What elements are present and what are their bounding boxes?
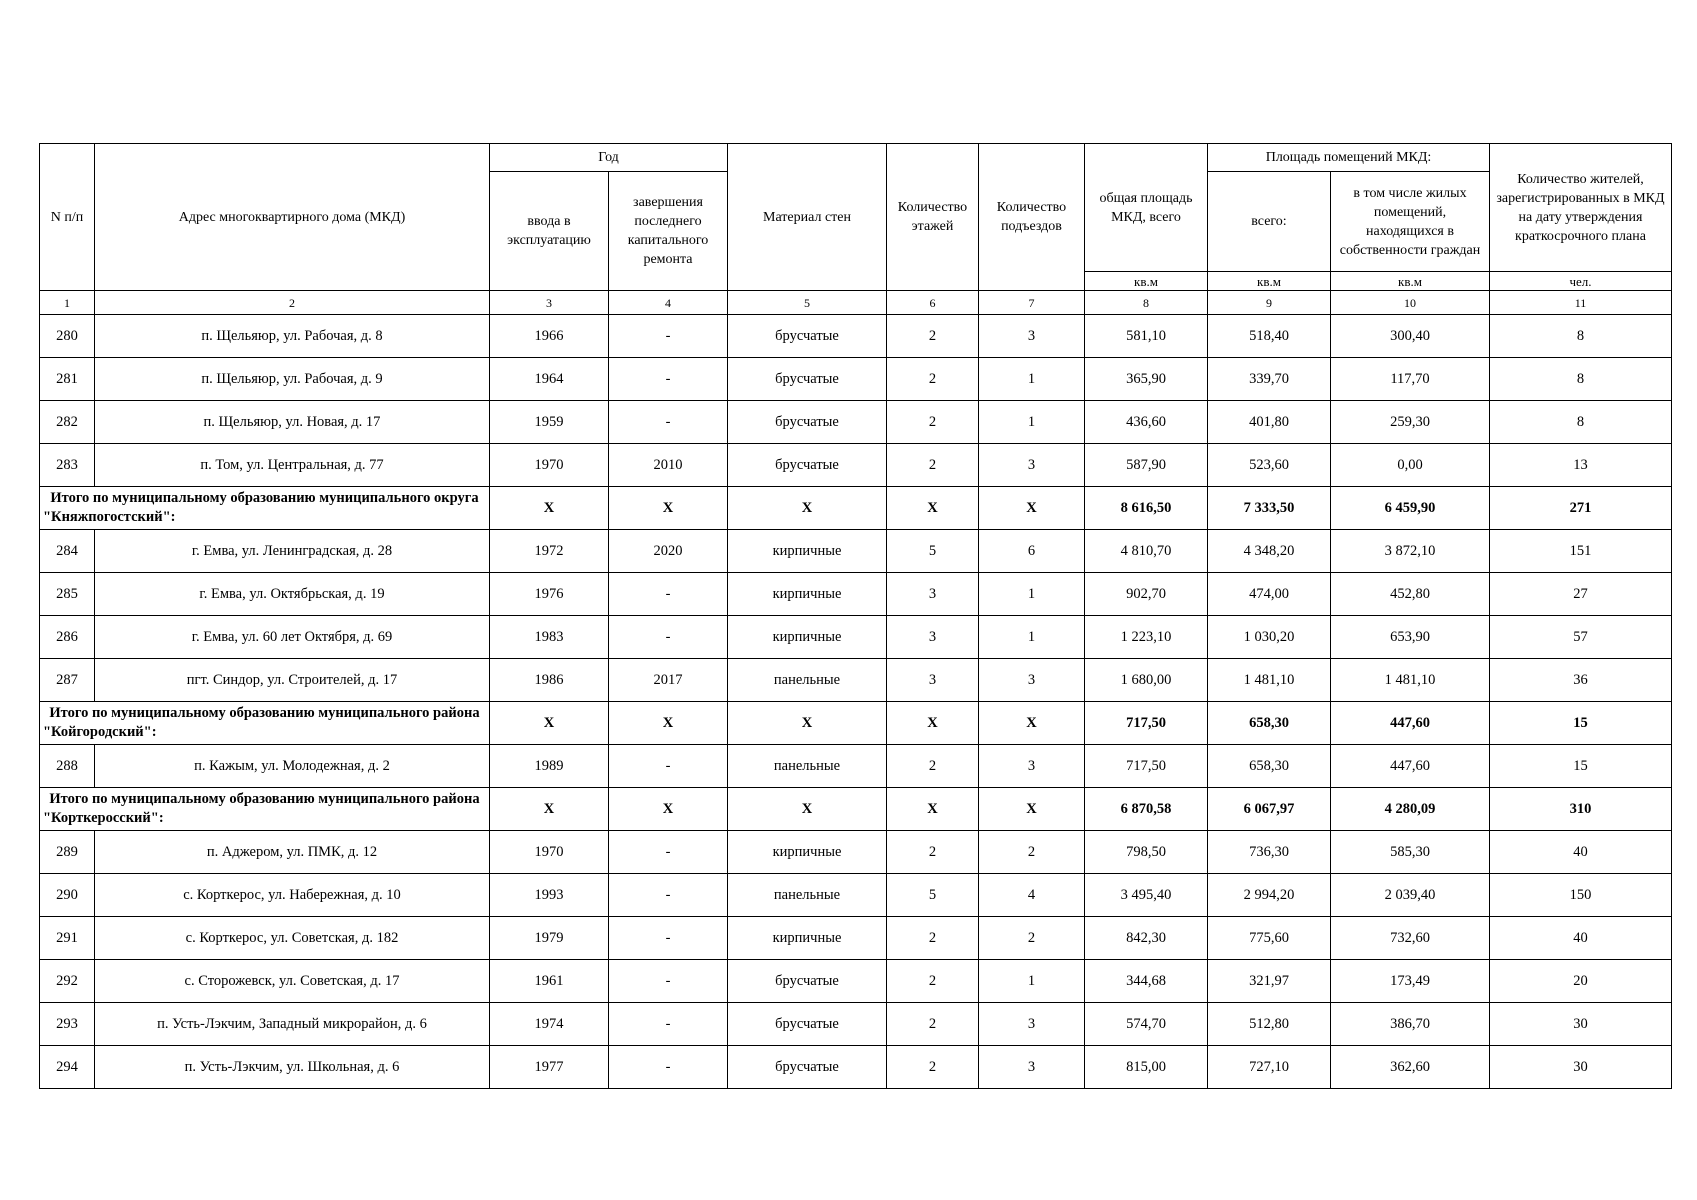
entrances-cell: 1: [979, 401, 1085, 444]
wall-material-cell: кирпичные: [728, 917, 887, 960]
year-commission-cell: X: [490, 487, 609, 530]
area-all-cell: 775,60: [1208, 917, 1331, 960]
area-all-cell: 523,60: [1208, 444, 1331, 487]
row-number-cell: 293: [40, 1003, 95, 1046]
area-all-cell: 4 348,20: [1208, 530, 1331, 573]
wall-material-cell: кирпичные: [728, 530, 887, 573]
total-area-cell: 6 870,58: [1085, 788, 1208, 831]
entrances-cell: 1: [979, 960, 1085, 1003]
wall-material-cell: брусчатые: [728, 1003, 887, 1046]
wall-material-cell: брусчатые: [728, 401, 887, 444]
residents-cell: 8: [1490, 358, 1672, 401]
wall-material-cell: кирпичные: [728, 831, 887, 874]
floors-cell: 2: [887, 831, 979, 874]
year-repair-cell: -: [609, 358, 728, 401]
area-all-cell: 512,80: [1208, 1003, 1331, 1046]
floors-cell: 3: [887, 573, 979, 616]
residents-cell: 20: [1490, 960, 1672, 1003]
row-number-cell: 280: [40, 315, 95, 358]
floors-cell: X: [887, 702, 979, 745]
col-header-floors: Количество этажей: [887, 144, 979, 291]
column-number: 9: [1208, 291, 1331, 315]
unit-area-all: кв.м: [1208, 272, 1331, 291]
row-number-cell: 289: [40, 831, 95, 874]
total-area-cell: 815,00: [1085, 1046, 1208, 1089]
table-row: [40, 401, 1672, 444]
wall-material-cell: брусчатые: [728, 960, 887, 1003]
total-area-cell: 3 495,40: [1085, 874, 1208, 917]
header-row-1: [40, 144, 1672, 172]
unit-area-citizens: кв.м: [1331, 272, 1490, 291]
year-commission-cell: 1964: [490, 358, 609, 401]
year-commission-cell: X: [490, 702, 609, 745]
column-number: 7: [979, 291, 1085, 315]
column-number: 5: [728, 291, 887, 315]
area-all-cell: 727,10: [1208, 1046, 1331, 1089]
wall-material-cell: панельные: [728, 874, 887, 917]
floors-cell: 5: [887, 874, 979, 917]
year-repair-cell: -: [609, 315, 728, 358]
total-area-cell: 1 223,10: [1085, 616, 1208, 659]
row-number-cell: 288: [40, 745, 95, 788]
residents-cell: 36: [1490, 659, 1672, 702]
column-number: 2: [95, 291, 490, 315]
area-all-cell: 401,80: [1208, 401, 1331, 444]
row-number-cell: 283: [40, 444, 95, 487]
area-all-cell: 658,30: [1208, 702, 1331, 745]
col-header-area-all: всего:: [1208, 172, 1331, 272]
year-repair-cell: -: [609, 960, 728, 1003]
table-row: [40, 444, 1672, 487]
entrances-cell: 4: [979, 874, 1085, 917]
table-row: [40, 960, 1672, 1003]
residents-cell: 57: [1490, 616, 1672, 659]
area-all-cell: 7 333,50: [1208, 487, 1331, 530]
entrances-cell: 1: [979, 573, 1085, 616]
area-all-cell: 339,70: [1208, 358, 1331, 401]
total-area-cell: 902,70: [1085, 573, 1208, 616]
address-cell: с. Сторожевск, ул. Советская, д. 17: [95, 960, 490, 1003]
year-commission-cell: 1977: [490, 1046, 609, 1089]
address-cell: г. Емва, ул. 60 лет Октября, д. 69: [95, 616, 490, 659]
address-cell: п. Усть-Лэкчим, ул. Школьная, д. 6: [95, 1046, 490, 1089]
floors-cell: 2: [887, 745, 979, 788]
year-commission-cell: 1993: [490, 874, 609, 917]
address-cell: с. Корткерос, ул. Набережная, д. 10: [95, 874, 490, 917]
col-header-wall-material: Материал стен: [728, 144, 887, 291]
residents-cell: 8: [1490, 315, 1672, 358]
area-all-cell: 1 481,10: [1208, 659, 1331, 702]
floors-cell: 5: [887, 530, 979, 573]
floors-cell: 2: [887, 358, 979, 401]
year-commission-cell: 1972: [490, 530, 609, 573]
floors-cell: X: [887, 487, 979, 530]
year-repair-cell: X: [609, 702, 728, 745]
area-citizens-cell: 6 459,90: [1331, 487, 1490, 530]
floors-cell: 3: [887, 659, 979, 702]
row-number-cell: 286: [40, 616, 95, 659]
year-repair-cell: X: [609, 487, 728, 530]
year-repair-cell: 2017: [609, 659, 728, 702]
entrances-cell: 3: [979, 315, 1085, 358]
wall-material-cell: X: [728, 788, 887, 831]
address-cell: г. Емва, ул. Ленинградская, д. 28: [95, 530, 490, 573]
year-repair-cell: -: [609, 874, 728, 917]
area-all-cell: 736,30: [1208, 831, 1331, 874]
address-cell: п. Усть-Лэкчим, Западный микрорайон, д. 6: [95, 1003, 490, 1046]
row-number-cell: 285: [40, 573, 95, 616]
area-citizens-cell: 452,80: [1331, 573, 1490, 616]
area-all-cell: 2 994,20: [1208, 874, 1331, 917]
col-header-entrances: Количество подъездов: [979, 144, 1085, 291]
table-row: [40, 917, 1672, 960]
year-commission-cell: 1974: [490, 1003, 609, 1046]
total-area-cell: 587,90: [1085, 444, 1208, 487]
col-header-residents: Количество жителей, зарегистрированных в МКД на дату утверждения краткосрочного плана: [1490, 144, 1672, 272]
area-citizens-cell: 447,60: [1331, 745, 1490, 788]
housing-register-table: [39, 143, 1672, 1089]
entrances-cell: 1: [979, 358, 1085, 401]
floors-cell: 2: [887, 960, 979, 1003]
entrances-cell: 2: [979, 917, 1085, 960]
residents-cell: 13: [1490, 444, 1672, 487]
address-cell: г. Емва, ул. Октябрьская, д. 19: [95, 573, 490, 616]
column-number: 4: [609, 291, 728, 315]
address-cell: пгт. Синдор, ул. Строителей, д. 17: [95, 659, 490, 702]
year-repair-cell: -: [609, 831, 728, 874]
entrances-cell: 6: [979, 530, 1085, 573]
table-row: [40, 745, 1672, 788]
row-number-cell: 282: [40, 401, 95, 444]
column-number: 1: [40, 291, 95, 315]
table-row: [40, 831, 1672, 874]
residents-cell: 150: [1490, 874, 1672, 917]
unit-total-area: кв.м: [1085, 272, 1208, 291]
col-header-number: N п/п: [40, 144, 95, 291]
year-repair-cell: -: [609, 573, 728, 616]
area-citizens-cell: 2 039,40: [1331, 874, 1490, 917]
residents-cell: 310: [1490, 788, 1672, 831]
entrances-cell: 3: [979, 745, 1085, 788]
year-repair-cell: -: [609, 1046, 728, 1089]
column-number: 11: [1490, 291, 1672, 315]
year-commission-cell: 1966: [490, 315, 609, 358]
residents-cell: 151: [1490, 530, 1672, 573]
table-row: [40, 530, 1672, 573]
col-group-year: Год: [490, 144, 728, 172]
wall-material-cell: брусчатые: [728, 1046, 887, 1089]
year-commission-cell: 1976: [490, 573, 609, 616]
total-area-cell: 842,30: [1085, 917, 1208, 960]
area-citizens-cell: 585,30: [1331, 831, 1490, 874]
total-area-cell: 574,70: [1085, 1003, 1208, 1046]
floors-cell: 2: [887, 917, 979, 960]
entrances-cell: X: [979, 788, 1085, 831]
total-area-cell: 717,50: [1085, 745, 1208, 788]
address-cell: п. Кажым, ул. Молодежная, д. 2: [95, 745, 490, 788]
table-row: [40, 573, 1672, 616]
total-area-cell: 798,50: [1085, 831, 1208, 874]
year-repair-cell: -: [609, 917, 728, 960]
total-area-cell: 365,90: [1085, 358, 1208, 401]
residents-cell: 40: [1490, 831, 1672, 874]
row-number-cell: 294: [40, 1046, 95, 1089]
table-row: [40, 874, 1672, 917]
row-number-cell: 292: [40, 960, 95, 1003]
year-commission-cell: 1983: [490, 616, 609, 659]
area-citizens-cell: 0,00: [1331, 444, 1490, 487]
residents-cell: 30: [1490, 1046, 1672, 1089]
area-all-cell: 321,97: [1208, 960, 1331, 1003]
col-group-premises-area: Площадь помещений МКД:: [1208, 144, 1490, 172]
entrances-cell: 3: [979, 444, 1085, 487]
year-repair-cell: -: [609, 401, 728, 444]
total-area-cell: 4 810,70: [1085, 530, 1208, 573]
area-all-cell: 658,30: [1208, 745, 1331, 788]
year-commission-cell: 1989: [490, 745, 609, 788]
subtotal-title-cell: Итого по муниципальному образованию муниципального района "Корткеросский":: [40, 788, 490, 831]
year-repair-cell: -: [609, 745, 728, 788]
wall-material-cell: панельные: [728, 659, 887, 702]
row-number-cell: 290: [40, 874, 95, 917]
col-header-year-repair: завершения последнего капитального ремонта: [609, 172, 728, 291]
area-citizens-cell: 117,70: [1331, 358, 1490, 401]
wall-material-cell: X: [728, 487, 887, 530]
area-citizens-cell: 653,90: [1331, 616, 1490, 659]
total-area-cell: 717,50: [1085, 702, 1208, 745]
year-commission-cell: 1970: [490, 831, 609, 874]
entrances-cell: X: [979, 487, 1085, 530]
row-number-cell: 284: [40, 530, 95, 573]
residents-cell: 27: [1490, 573, 1672, 616]
address-cell: п. Том, ул. Центральная, д. 77: [95, 444, 490, 487]
floors-cell: X: [887, 788, 979, 831]
area-citizens-cell: 447,60: [1331, 702, 1490, 745]
floors-cell: 2: [887, 1003, 979, 1046]
area-citizens-cell: 386,70: [1331, 1003, 1490, 1046]
floors-cell: 2: [887, 444, 979, 487]
column-number: 8: [1085, 291, 1208, 315]
table-row: [40, 659, 1672, 702]
wall-material-cell: кирпичные: [728, 616, 887, 659]
table-row: [40, 616, 1672, 659]
address-cell: п. Щельяюр, ул. Рабочая, д. 9: [95, 358, 490, 401]
area-citizens-cell: 4 280,09: [1331, 788, 1490, 831]
area-all-cell: 518,40: [1208, 315, 1331, 358]
entrances-cell: 3: [979, 1003, 1085, 1046]
area-citizens-cell: 3 872,10: [1331, 530, 1490, 573]
year-commission-cell: 1970: [490, 444, 609, 487]
subtotal-title-cell: Итого по муниципальному образованию муниципального района "Койгородский":: [40, 702, 490, 745]
floors-cell: 2: [887, 401, 979, 444]
table-row: [40, 358, 1672, 401]
subtotal-row: [40, 788, 1672, 831]
residents-cell: 15: [1490, 702, 1672, 745]
floors-cell: 3: [887, 616, 979, 659]
floors-cell: 2: [887, 315, 979, 358]
entrances-cell: 3: [979, 1046, 1085, 1089]
residents-cell: 15: [1490, 745, 1672, 788]
subtotal-title-cell: Итого по муниципальному образованию муниципального округа "Княжпогостский":: [40, 487, 490, 530]
year-commission-cell: X: [490, 788, 609, 831]
area-citizens-cell: 1 481,10: [1331, 659, 1490, 702]
column-number: 3: [490, 291, 609, 315]
subtotal-row: [40, 702, 1672, 745]
col-header-total-area: общая площадь МКД, всего: [1085, 144, 1208, 272]
year-commission-cell: 1986: [490, 659, 609, 702]
total-area-cell: 436,60: [1085, 401, 1208, 444]
area-all-cell: 1 030,20: [1208, 616, 1331, 659]
address-cell: п. Аджером, ул. ПМК, д. 12: [95, 831, 490, 874]
entrances-cell: X: [979, 702, 1085, 745]
table-row: [40, 1003, 1672, 1046]
col-header-address: Адрес многоквартирного дома (МКД): [95, 144, 490, 291]
year-repair-cell: -: [609, 1003, 728, 1046]
wall-material-cell: X: [728, 702, 887, 745]
year-commission-cell: 1961: [490, 960, 609, 1003]
entrances-cell: 2: [979, 831, 1085, 874]
table-row: [40, 315, 1672, 358]
wall-material-cell: брусчатые: [728, 315, 887, 358]
wall-material-cell: кирпичные: [728, 573, 887, 616]
area-all-cell: 6 067,97: [1208, 788, 1331, 831]
col-header-year-commission: ввода в эксплуатацию: [490, 172, 609, 291]
total-area-cell: 344,68: [1085, 960, 1208, 1003]
entrances-cell: 1: [979, 616, 1085, 659]
row-number-cell: 287: [40, 659, 95, 702]
total-area-cell: 1 680,00: [1085, 659, 1208, 702]
residents-cell: 30: [1490, 1003, 1672, 1046]
table-row: [40, 1046, 1672, 1089]
wall-material-cell: брусчатые: [728, 358, 887, 401]
year-repair-cell: X: [609, 788, 728, 831]
area-citizens-cell: 732,60: [1331, 917, 1490, 960]
residents-cell: 40: [1490, 917, 1672, 960]
area-citizens-cell: 362,60: [1331, 1046, 1490, 1089]
address-cell: п. Щельяюр, ул. Рабочая, д. 8: [95, 315, 490, 358]
col-header-area-citizens: в том числе жилых помещений, находящихся в собственности граждан: [1331, 172, 1490, 272]
unit-residents: чел.: [1490, 272, 1672, 291]
year-repair-cell: -: [609, 616, 728, 659]
column-number-row: [40, 291, 1672, 315]
address-cell: п. Щельяюр, ул. Новая, д. 17: [95, 401, 490, 444]
residents-cell: 8: [1490, 401, 1672, 444]
area-all-cell: 474,00: [1208, 573, 1331, 616]
total-area-cell: 581,10: [1085, 315, 1208, 358]
year-commission-cell: 1979: [490, 917, 609, 960]
row-number-cell: 281: [40, 358, 95, 401]
total-area-cell: 8 616,50: [1085, 487, 1208, 530]
row-number-cell: 291: [40, 917, 95, 960]
column-number: 10: [1331, 291, 1490, 315]
year-repair-cell: 2020: [609, 530, 728, 573]
wall-material-cell: панельные: [728, 745, 887, 788]
year-commission-cell: 1959: [490, 401, 609, 444]
area-citizens-cell: 259,30: [1331, 401, 1490, 444]
floors-cell: 2: [887, 1046, 979, 1089]
entrances-cell: 3: [979, 659, 1085, 702]
column-number: 6: [887, 291, 979, 315]
year-repair-cell: 2010: [609, 444, 728, 487]
area-citizens-cell: 300,40: [1331, 315, 1490, 358]
address-cell: с. Корткерос, ул. Советская, д. 182: [95, 917, 490, 960]
wall-material-cell: брусчатые: [728, 444, 887, 487]
area-citizens-cell: 173,49: [1331, 960, 1490, 1003]
residents-cell: 271: [1490, 487, 1672, 530]
subtotal-row: [40, 487, 1672, 530]
